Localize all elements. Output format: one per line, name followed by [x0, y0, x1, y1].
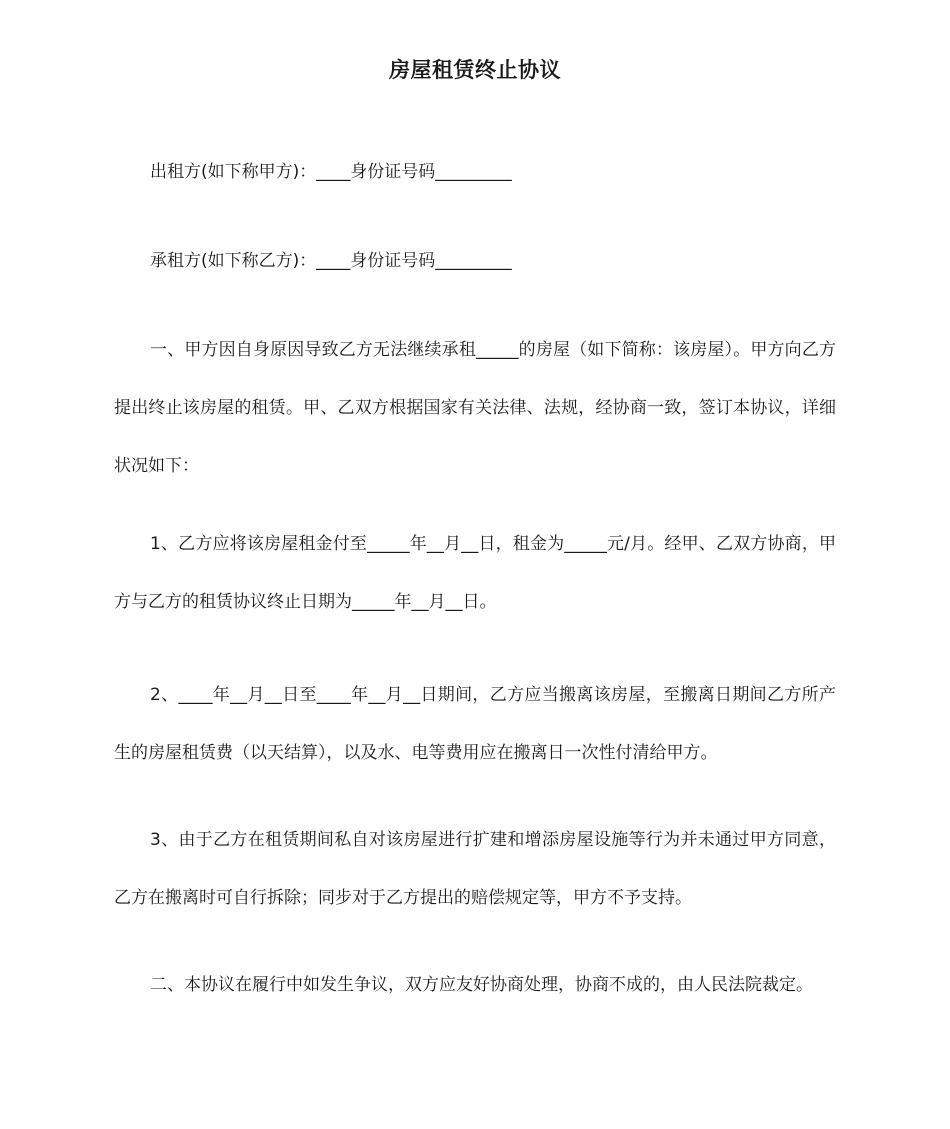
lessor-line: 出租方(如下称甲方)：____身份证号码_________ [150, 162, 512, 182]
item-1-paragraph: 1、乙方应将该房屋租金付至_____年__月__日，租金为_____元/月。经甲、乙双方协商，甲方与乙方的租赁协议终止日期为_____年__月__日。 [114, 534, 836, 612]
lessee-line: 承租方(如下称乙方)：____身份证号码_________ [150, 251, 512, 271]
document-title: 房屋租赁终止协议 [389, 58, 561, 82]
item-2-paragraph: 2、____年__月__日至____年__月__日期间，乙方应当搬离该房屋，至搬离日期间乙方所产生的房屋租赁费（以天结算），以及水、电等费用应在搬离日一次性付清给甲方。 [114, 685, 836, 763]
section-1-paragraph: 一、甲方因自身原因导致乙方无法继续承租_____的房屋（如下简称：该房屋）。甲方向乙方提出终止该房屋的租赁。甲、乙双方根据国家有关法律、法规，经协商一致，签订本协议，详细状况如下： [114, 340, 836, 476]
section-2-paragraph: 二、本协议在履行中如发生争议，双方应友好协商处理，协商不成的，由人民法院裁定。 [150, 975, 813, 995]
item-3-paragraph: 3、由于乙方在租赁期间私自对该房屋进行扩建和增添房屋设施等行为并未通过甲方同意，乙方在搬离时可自行拆除；同步对于乙方提出的赔偿规定等，甲方不予支持。 [114, 830, 836, 908]
